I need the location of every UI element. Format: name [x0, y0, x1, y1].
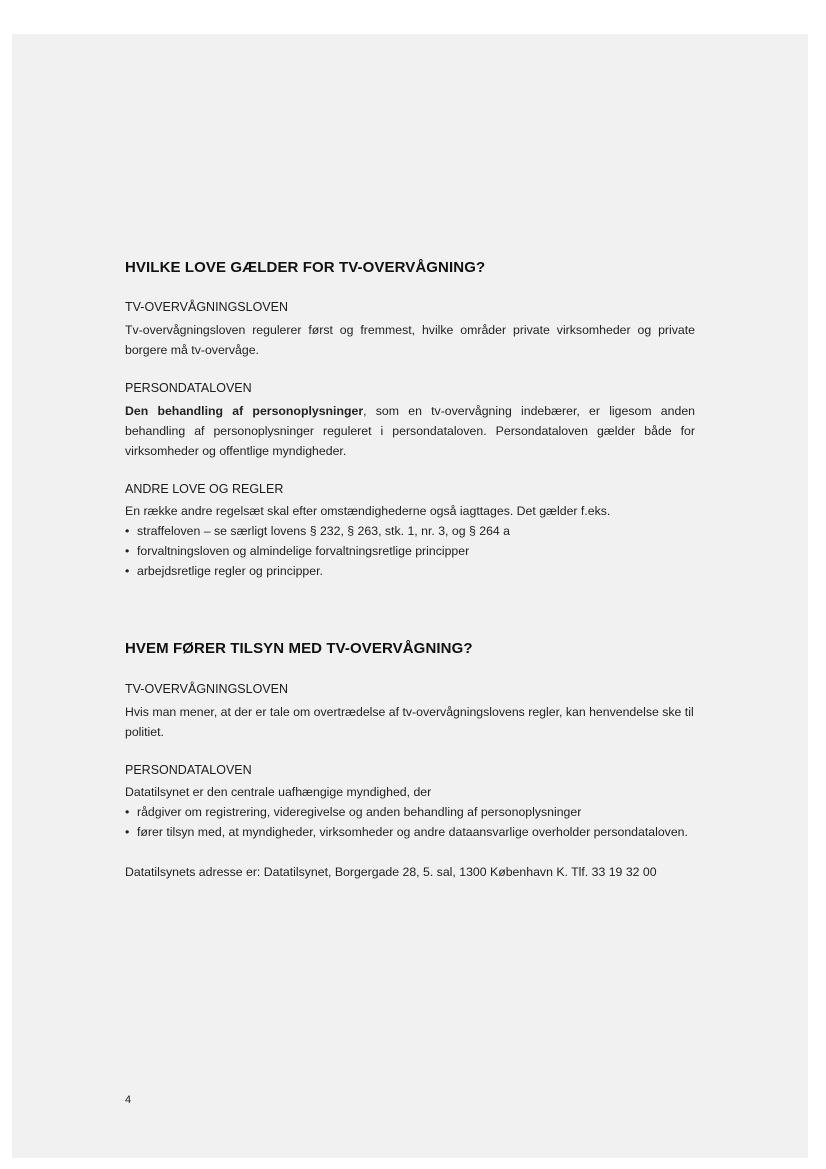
- page-number: 4: [125, 1094, 132, 1106]
- paragraph-other-laws-intro: En række andre regelsæt skal efter omstændighederne også iagttages. Det gælder f.eks.: [125, 504, 611, 518]
- bullet-icon: •: [125, 805, 130, 819]
- bullet-icon: •: [125, 524, 130, 538]
- list-item-text: fører tilsyn med, at myndigheder, virksomheder og andre dataansvarlige overholder persondataloven.: [137, 825, 688, 839]
- list-item-text: forvaltningsloven og almindelige forvaltningsretlige principper: [137, 544, 470, 558]
- paragraph-bold-lead: Den behandling af personoplysninger: [125, 404, 364, 418]
- list-item: [125, 802, 581, 822]
- paragraph-data-protection-act-2-intro: Datatilsynet er den centrale uafhængige myndighed, der: [125, 785, 432, 799]
- subheading-data-protection-act-1: PERSONDATALOVEN: [125, 381, 252, 395]
- list-item-text: rådgiver om registrering, videregivelse og anden behandling af personoplysninger: [137, 805, 582, 819]
- paragraph-rest: , som en tv-overvågning indebærer, er ligesom anden behandling af personoplysninger reguleret i persondataloven. Persondataloven gælder både for virksomheder og offentlige myndigheder.: [125, 404, 695, 458]
- list-item-text: arbejdsretlige regler og principper.: [137, 564, 323, 578]
- list-item: [125, 541, 469, 561]
- subheading-data-protection-act-2: PERSONDATALOVEN: [125, 763, 252, 777]
- bullet-icon: •: [125, 564, 130, 578]
- list-item: [125, 561, 323, 581]
- address-line: Datatilsynets adresse er: Datatilsynet, Borgergade 28, 5. sal, 1300 København K. Tlf. 33 19 32 00: [125, 865, 657, 879]
- document-body: [125, 0, 700, 1169]
- list-item: [125, 822, 688, 842]
- paragraph-tv-surveillance-act-1: Tv-overvågningsloven regulerer først og fremmest, hvilke områder private virksomheder og private borgere må tv-overvåge.: [125, 323, 695, 357]
- list-item-text: straffeloven – se særligt lovens § 232, § 263, stk. 1, nr. 3, og § 264 a: [137, 524, 511, 538]
- paragraph-tv-surveillance-act-2: Hvis man mener, at der er tale om overtrædelse af tv-overvågningslovens regler, kan henvendelse ske til politiet.: [125, 705, 694, 739]
- subheading-other-laws: ANDRE LOVE OG REGLER: [125, 482, 284, 496]
- subheading-tv-surveillance-act-1: TV-OVERVÅGNINGSLOVEN: [125, 300, 289, 314]
- bullet-icon: •: [125, 544, 130, 558]
- section-title-which-laws: HVILKE LOVE GÆLDER FOR TV-OVERVÅGNING?: [125, 259, 486, 276]
- paragraph-data-protection-act-1: [125, 401, 695, 461]
- subheading-tv-surveillance-act-2: TV-OVERVÅGNINGSLOVEN: [125, 682, 289, 696]
- bullet-icon: •: [125, 825, 130, 839]
- list-item: [125, 521, 510, 541]
- section-title-who-supervises: HVEM FØRER TILSYN MED TV-OVERVÅGNING?: [125, 640, 473, 657]
